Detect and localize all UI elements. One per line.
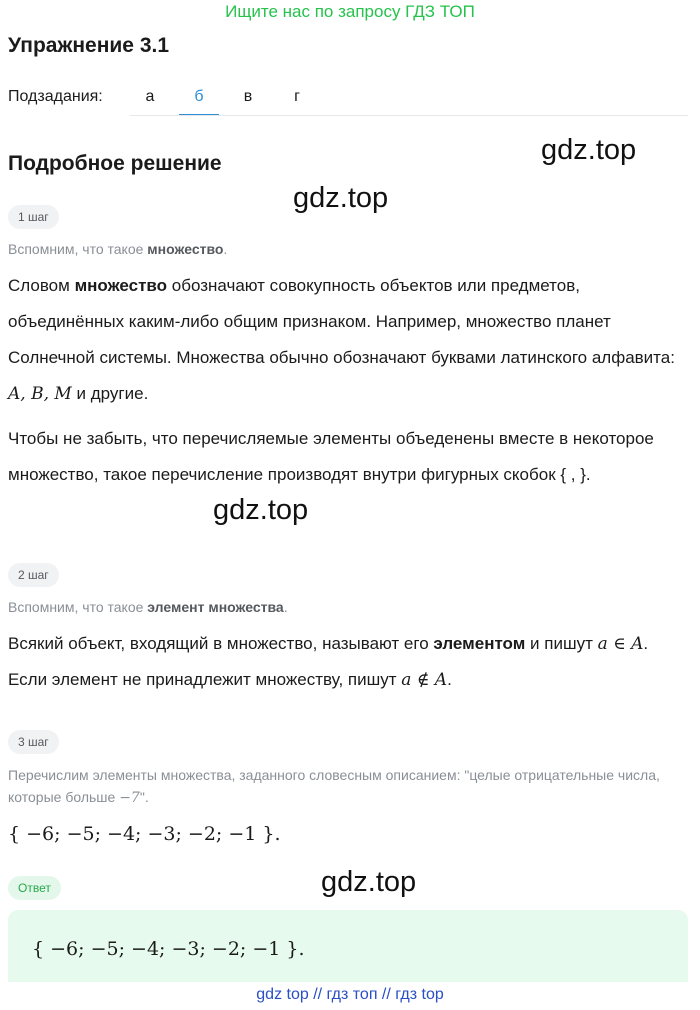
answer-set: { −6; −5; −4; −3; −2; −1 }. <box>32 938 305 960</box>
answer-box <box>8 910 688 982</box>
answer-badge: Ответ <box>8 876 61 900</box>
math-member: a ∈ A <box>597 634 644 654</box>
section-title: Подробное решение <box>8 152 222 175</box>
watermark: gdz.top <box>541 134 637 166</box>
step-2-paragraph: Всякий объект, входящий в множество, называют его элементом и пишут a ∈ A. Если элемент не принадлежит множеству, пишут a ∉ A. <box>8 634 649 690</box>
subtasks-divider <box>130 115 688 116</box>
top-banner[interactable]: Ищите нас по запросу ГДЗ ТОП <box>225 2 475 21</box>
math-letters: A, B, M <box>8 384 72 404</box>
tab-b[interactable]: б <box>179 88 219 106</box>
step-3-badge: 3 шаг <box>8 730 59 754</box>
watermark: gdz.top <box>213 494 309 526</box>
step-1-hint: Вспомним, что такое множество. <box>8 241 228 257</box>
step-3-set: { −6; −5; −4; −3; −2; −1 }. <box>8 823 281 845</box>
watermark: gdz.top <box>293 182 389 214</box>
math-not-member: a ∉ A <box>401 670 448 690</box>
tab-g[interactable]: г <box>294 88 300 105</box>
exercise-title: Упражнение 3.1 <box>8 34 170 57</box>
tab-a[interactable]: а <box>145 88 155 105</box>
watermark: gdz.top <box>321 866 417 898</box>
step-2-badge: 2 шаг <box>8 563 59 587</box>
step-1-paragraph-1: Словом множество обозначают совокупность объектов или предметов, объединённых каким-либо общим признаком. Например, множество планет Солнечной системы. Множества обычно обозначают буквами латинского алфавита: A, B, M и другие. <box>8 276 675 404</box>
subtasks-bar <box>8 80 688 116</box>
subtasks-label: Подзадания: <box>8 88 103 105</box>
step-3-hint: Перечислим элементы множества, заданного словесным описанием: "целые отрицательные числа, которые больше −7". <box>8 767 660 806</box>
footer-links[interactable]: gdz top // гдз топ // гдз top <box>256 986 444 1003</box>
tab-v[interactable]: в <box>243 88 253 105</box>
step-2-hint: Вспомним, что такое элемент множества. <box>8 599 288 615</box>
step-1-badge: 1 шаг <box>8 205 59 229</box>
step-1-paragraph-2: Чтобы не забыть, что перечисляемые элементы объеденены вместе в некоторое множество, такое перечисление производят внутри фигурных скобок { , }. <box>8 429 654 484</box>
